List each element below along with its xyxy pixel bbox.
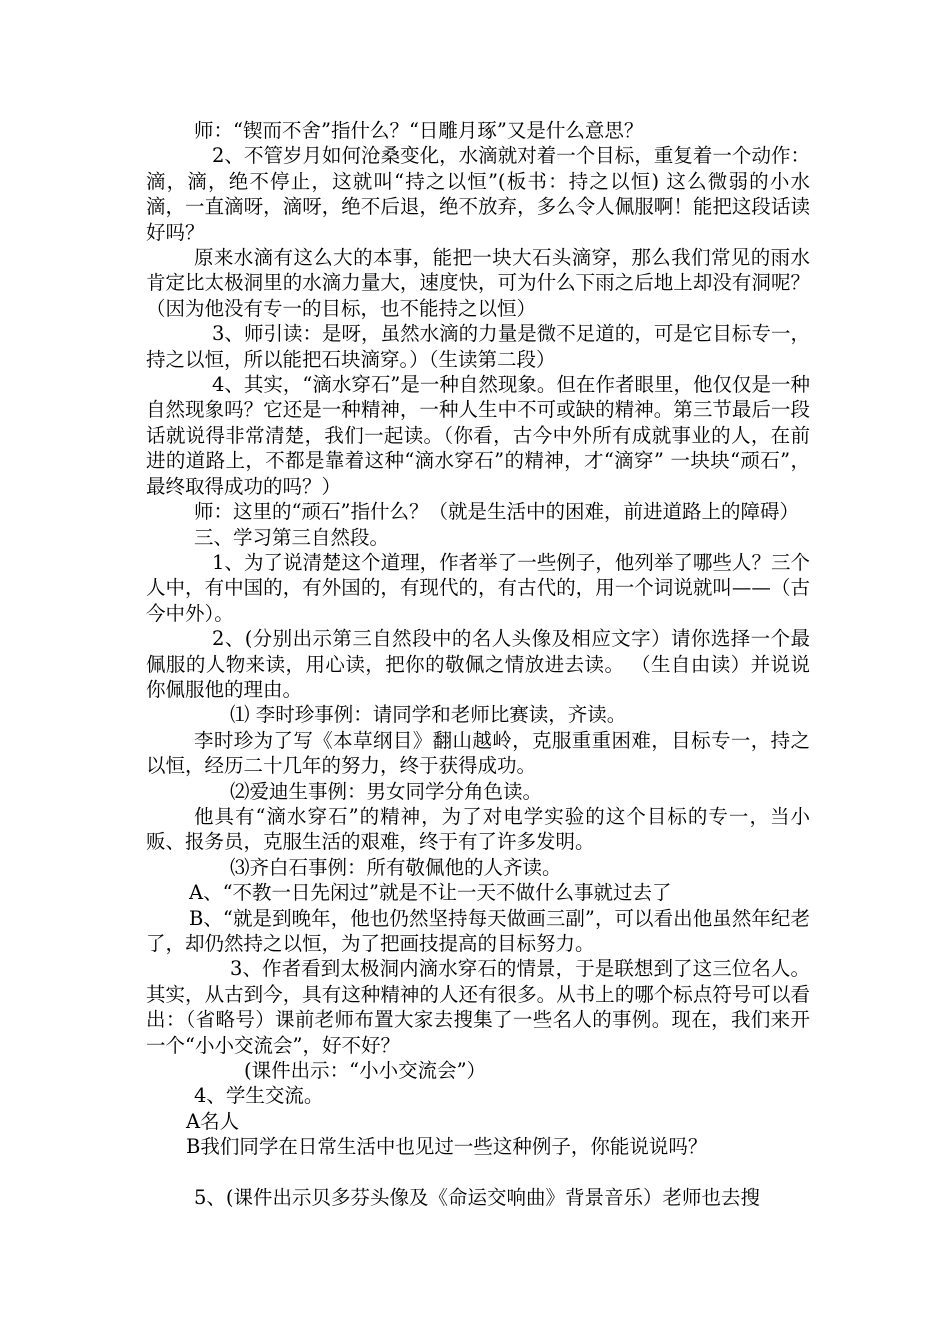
paragraph-17: 3、作者看到太极洞内滴水穿石的情景，于是联想到了这三位名人。其实，从古到今，具有这种精神的人还有很多。从书上的哪个标点符号可以看出：（省略号）课前老师布置大家去搜集了一些名人的事例。现在，我们来开一个“小小交流会”，好不好？: [146, 957, 810, 1057]
paragraph-10: ⑴ 李时珍事例：请同学和老师比赛读，齐读。: [230, 703, 627, 727]
paragraph-13: 他具有“滴水穿石”的精神，为了对电学实验的这个目标的专一，当小贩、报务员，克服生活的艰难，终于有了许多发明。: [146, 804, 810, 854]
paragraph-14: ⑶齐白石事例：所有敬佩他的人齐读。: [230, 855, 562, 879]
paragraph-20: A名人: [186, 1109, 240, 1133]
paragraph-11: 李时珍为了写《本草纲目》翻山越岭，克服重重困难，目标专一，持之以恒，经历二十几年的努力，终于获得成功。: [146, 728, 810, 778]
paragraph-19: 4、学生交流。: [194, 1084, 324, 1108]
blank-line: [146, 1160, 810, 1185]
paragraph-16: B、“就是到晚年，他也仍然坚持每天做画三副”，可以看出他虽然年纪老了，却仍然持之以恒，为了把画技提高的目标努力。: [146, 906, 810, 955]
paragraph-3: 原来水滴有这么大的本事，能把一块大石头滴穿，那么我们常见的雨水肯定比太极洞里的水滴力量大，速度快，可为什么下雨之后地上却没有洞呢？ （因为他没有专一的目标，也不能持之以恒）: [146, 246, 810, 320]
paragraph-12: ⑵爱迪生事例：男女同学分角色读。: [230, 779, 543, 803]
paragraph-4: 3、师引读：是呀，虽然水滴的力量是微不足道的，可是它目标专一，持之以恒，所以能把石块滴穿。）（生读第二段）: [146, 322, 810, 371]
paragraph-6: 师：这里的“顽石”指什么？（就是生活中的困难，前进道路上的障碍）: [194, 500, 799, 524]
paragraph-7: 三、学习第三自然段。: [194, 525, 390, 549]
paragraph-1: 师：“锲而不舍”指什么？“日雕月琢”又是什么意思？: [194, 119, 644, 142]
paragraph-18: (课件出示：“小小交流会”）: [244, 1059, 487, 1083]
paragraph-21: B我们同学在日常生活中也见过一些这种例子，你能说说吗？: [186, 1135, 708, 1159]
paragraph-22: 5、(课件出示贝多芬头像及《命运交响曲》背景音乐）老师也去搜: [194, 1185, 761, 1209]
paragraph-5: 4、其实，“滴水穿石”是一种自然现象。但在作者眼里，他仅仅是一种自然现象吗？它还是一种精神，一种人生中不可或缺的精神。第三节最后一段话就说得非常清楚，我们一起读。（你看，古今中外所有成就事业的人，在前进的道路上，不都是靠着这种“滴水穿石”的精神，才“滴穿” 一块块“顽石”， 最终取得成功的吗？）: [146, 373, 810, 498]
paragraph-9: 2、(分别出示第三自然段中的名人头像及相应文字）请你选择一个最佩服的人物来读，用心读，把你的敬佩之情放进去读。 （生自由读）并说说你佩服他的理由。: [146, 627, 810, 701]
paragraph-8: 1、为了说清楚这个道理，作者举了一些例子，他列举了哪些人？三个人中，有中国的，有外国的，有现代的，有古代的，用一个词说就叫——（古今中外）。: [146, 550, 810, 625]
document-body: [146, 118, 810, 1210]
paragraph-2: 2、不管岁月如何沧桑变化，水滴就对着一个目标，重复着一个动作：滴，滴，绝不停止，这就叫“持之以恒”(板书：持之以恒) 这么微弱的小水滴，一直滴呀，滴呀，绝不后退，绝不放弃，多么令人佩服啊！能把这段话读好吗？: [146, 144, 810, 244]
paragraph-15: A、“不教一日先闲过”就是不让一天不做什么事就过去了: [189, 881, 672, 905]
